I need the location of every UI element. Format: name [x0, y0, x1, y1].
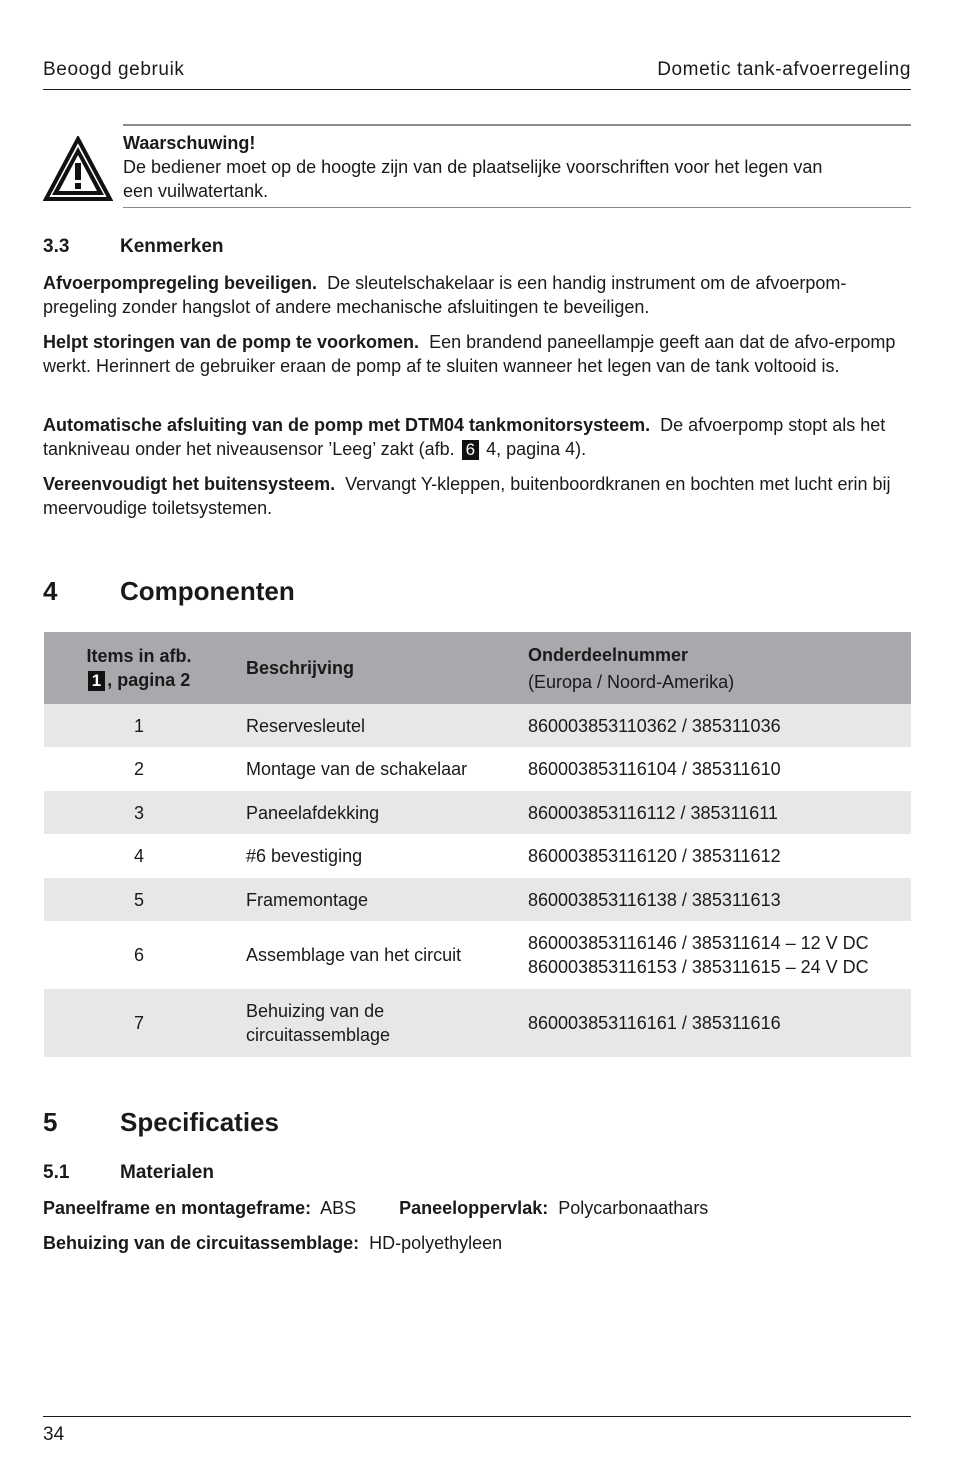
section-4-heading — [43, 576, 295, 606]
material-value: Polycarbonaathars — [558, 1198, 709, 1218]
table-row — [44, 704, 911, 747]
cell-part-number: 860003853116120 / 385311612 — [528, 846, 781, 866]
warning-title: Waarschuwing! — [123, 133, 256, 153]
cell-part-number: 860003853116112 / 385311611 — [516, 791, 911, 834]
feature-paragraph — [43, 271, 911, 319]
feature-text: Vervangt Y-kleppen, buitenboordkranen en bochten met lucht erin bij meervoudige toiletsystemen. — [43, 474, 891, 518]
feature-text: De afvoerpomp stopt als het tankniveau onder het niveausensor ’Leeg’ zakt (afb. — [43, 415, 886, 459]
header-section-title: Beoogd gebruik — [43, 59, 185, 80]
section-number: 5 — [43, 1107, 58, 1137]
material-item — [43, 1231, 502, 1255]
cell-description: Behuizing van de circuitassemblage — [234, 989, 516, 1057]
table-header-row — [44, 632, 911, 704]
warning-triangle-icon — [43, 136, 113, 202]
table-row — [44, 747, 911, 791]
material-item — [43, 1196, 356, 1220]
feature-paragraph — [43, 413, 911, 461]
table-row — [44, 921, 911, 989]
cell-part-number: 860003853116104 / 385311610 — [528, 759, 781, 779]
cell-item: 5 — [44, 878, 234, 921]
feature-lead: Automatische afsluiting van de pomp met DTM04 tankmonitorsysteem. — [43, 415, 651, 435]
warning-text-line-2: een vuilwatertank. — [123, 181, 269, 201]
section-number: 4 — [43, 576, 58, 606]
material-label: Behuizing van de circuitassemblage: — [43, 1233, 360, 1253]
column-header-part-number: Onderdeelnummer (Europa / Noord-Amerika) — [516, 632, 911, 704]
feature-paragraph — [43, 472, 911, 520]
feature-lead: Vereenvoudigt het buitensysteem. — [43, 474, 336, 494]
section-5-1-heading — [43, 1161, 214, 1185]
column-header-items: Items in afb. 1 , pagina 2 — [44, 632, 234, 704]
page-header — [43, 58, 911, 90]
table-row — [44, 878, 911, 921]
table-row — [44, 834, 911, 878]
warning-text-box — [123, 124, 911, 208]
header-document-title: Dometic tank-afvoerregeling — [657, 59, 911, 80]
column-header-description: Beschrijving — [234, 632, 516, 704]
section-number: 3.3 — [43, 236, 70, 257]
feature-text-after: 4, pagina 4). — [486, 439, 587, 459]
cell-item: 4 — [133, 846, 144, 866]
section-title: Materialen — [120, 1162, 214, 1183]
feature-text: Een brandend paneellampje geeft aan dat de afvo-erpomp werkt. Herinnert de gebruiker eraan de pomp af te sluiten wanneer het legen van de tank voltooid is. — [43, 332, 896, 376]
cell-item: 6 — [133, 945, 144, 965]
cell-part-number: 860003853116161 / 385311616 — [516, 989, 911, 1057]
table-row — [44, 791, 911, 834]
materials-row — [43, 1196, 708, 1220]
figure-reference-badge: 1 — [88, 671, 105, 691]
cell-description: Reservesleutel — [234, 704, 516, 747]
material-value: HD-polyethyleen — [369, 1233, 503, 1253]
section-5-heading — [43, 1107, 279, 1137]
section-number: 5.1 — [43, 1162, 70, 1183]
material-label: Paneeloppervlak: — [399, 1198, 549, 1218]
feature-text: De sleutelschakelaar is een handig instrument om de afvoerpom-pregeling zonder hangslot of andere mechanische afsluitingen te beveiligen. — [43, 273, 847, 317]
materials-row — [43, 1231, 502, 1255]
cell-part-number: 860003853110362 / 385311036 — [516, 704, 911, 747]
section-title: Componenten — [120, 576, 295, 606]
cell-description: Paneelafdekking — [234, 791, 516, 834]
section-3-3-heading — [43, 235, 224, 259]
cell-part-number: 860003853116146 / 385311614 – 12 V DC 860003853116153 / 385311615 – 24 V DC — [528, 933, 869, 977]
cell-description: #6 bevestiging — [246, 846, 363, 866]
cell-item: 1 — [44, 704, 234, 747]
cell-item: 7 — [44, 989, 234, 1057]
warning-block — [43, 124, 911, 208]
material-value: ABS — [320, 1198, 357, 1218]
feature-paragraph — [43, 330, 911, 378]
material-label: Paneelframe en montageframe: — [43, 1198, 312, 1218]
table-row — [44, 989, 911, 1057]
cell-description: Montage van de schakelaar — [246, 759, 468, 779]
feature-lead: Helpt storingen van de pomp te voorkomen. — [43, 332, 420, 352]
cell-description: Assemblage van het circuit — [246, 945, 462, 965]
figure-reference-badge: 6 — [462, 440, 479, 460]
cell-description: Framemontage — [234, 878, 516, 921]
page-number: 34 — [43, 1424, 65, 1445]
section-title: Kenmerken — [120, 236, 224, 257]
material-item — [399, 1196, 708, 1220]
components-table — [44, 632, 911, 1057]
cell-part-number: 860003853116138 / 385311613 — [516, 878, 911, 921]
cell-item: 3 — [44, 791, 234, 834]
section-title: Specificaties — [120, 1107, 279, 1137]
page-footer — [43, 1416, 911, 1447]
warning-text-line-1: De bediener moet op de hoogte zijn van de plaatselijke voorschriften voor het legen van — [123, 157, 823, 177]
feature-lead: Afvoerpompregeling beveiligen. — [43, 273, 318, 293]
cell-item: 2 — [133, 759, 144, 779]
